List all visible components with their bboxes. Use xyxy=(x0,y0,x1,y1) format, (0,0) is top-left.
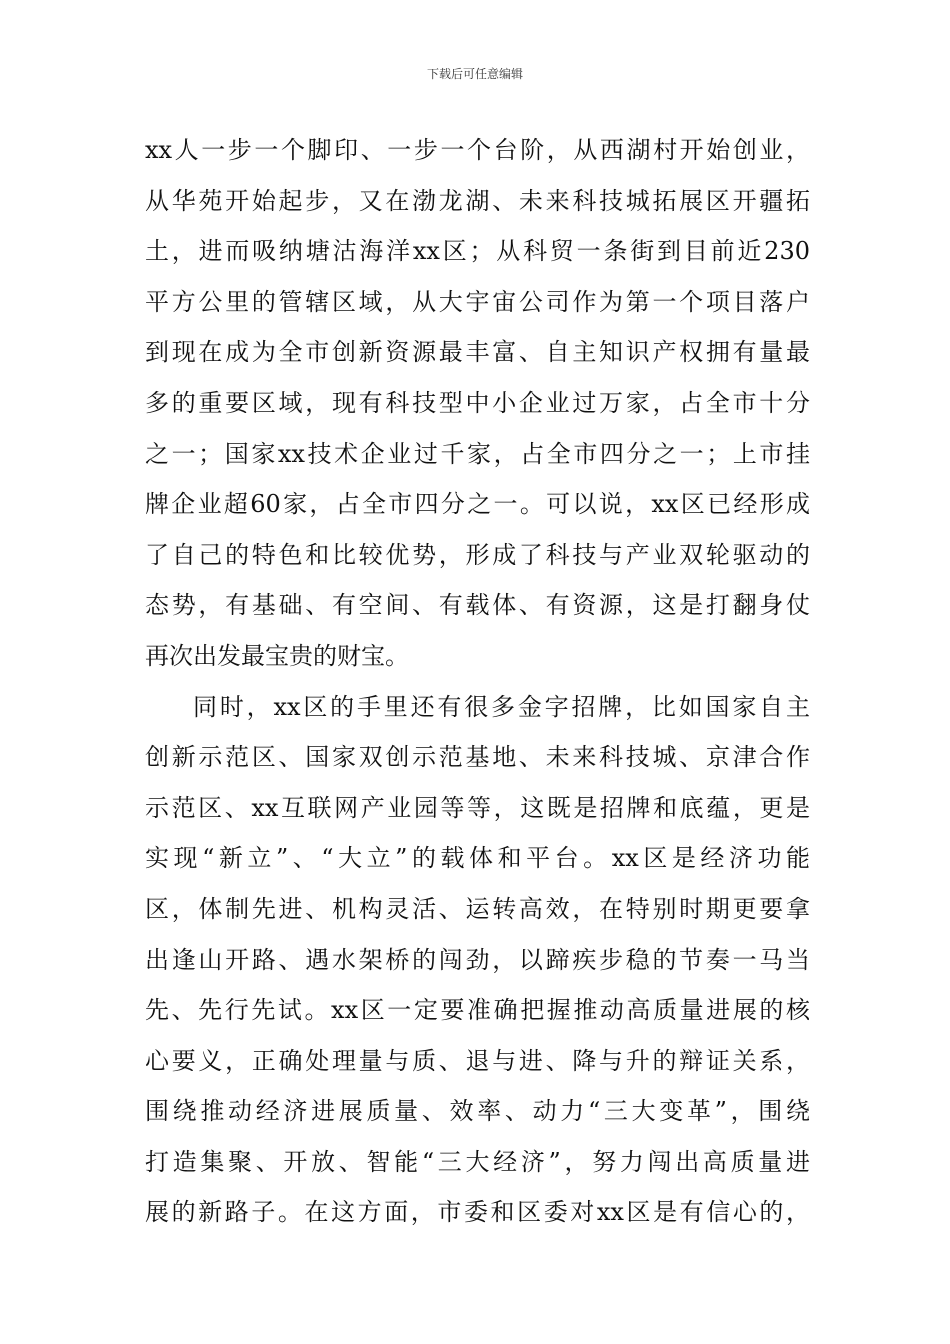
text-line: 创新示范区、国家双创示范基地、未来科技城、京津合作 xyxy=(145,743,810,772)
document-body xyxy=(145,128,810,1241)
text-line: 到现在成为全市创新资源最丰富、自主知识产权拥有量最 xyxy=(145,338,810,367)
text-line: 出逢山开路、遇水架桥的闯劲，以蹄疾步稳的节奏一马当 xyxy=(145,945,810,974)
text-line: 围绕推动经济进展质量、效率、动力“三大变革”，围绕 xyxy=(145,1097,810,1126)
text-line: 土，进而吸纳塘沽海洋xx区；从科贸一条街到目前近230 xyxy=(145,237,810,266)
page-header-note: 下载后可任意编辑 xyxy=(426,67,523,81)
text-line: 示范区、xx互联网产业园等等，这既是招牌和底蕴，更是 xyxy=(145,793,810,822)
text-line: 实现“新立”、“大立”的载体和平台。xx区是经济功能 xyxy=(145,844,810,873)
text-line: 态势，有基础、有空间、有载体、有资源，这是打翻身仗 xyxy=(145,591,810,620)
text-line: 多的重要区域，现有科技型中小企业过万家，占全市十分 xyxy=(145,388,810,417)
text-line: 打造集聚、开放、智能“三大经济”，努力闯出高质量进 xyxy=(145,1147,810,1176)
paragraph-start-line: 同时，xx区的手里还有很多金字招牌，比如国家自主 xyxy=(193,692,810,721)
text-line: 区，体制先进、机构灵活、运转高效，在特别时期更要拿 xyxy=(145,894,810,923)
text-line: 了自己的特色和比较优势，形成了科技与产业双轮驱动的 xyxy=(145,540,810,569)
paragraph-end-line: 再次出发最宝贵的财宝。 xyxy=(145,641,409,670)
text-line: 从华苑开始起步，又在渤龙湖、未来科技城拓展区开疆拓 xyxy=(145,186,810,215)
text-line: 平方公里的管辖区域，从大宇宙公司作为第一个项目落户 xyxy=(145,287,810,316)
text-line: 心要义，正确处理量与质、退与进、降与升的辩证关系， xyxy=(145,1046,810,1075)
text-line: 牌企业超60家，占全市四分之一。可以说，xx区已经形成 xyxy=(145,490,810,519)
text-line: 展的新路子。在这方面，市委和区委对xx区是有信心的， xyxy=(145,1198,810,1227)
text-line: xx人一步一个脚印、一步一个台阶，从西湖村开始创业， xyxy=(145,136,810,164)
text-line: 先、先行先试。xx区一定要准确把握推动高质量进展的核 xyxy=(145,996,810,1025)
text-line: 之一；国家xx技术企业过千家，占全市四分之一；上市挂 xyxy=(145,439,810,468)
